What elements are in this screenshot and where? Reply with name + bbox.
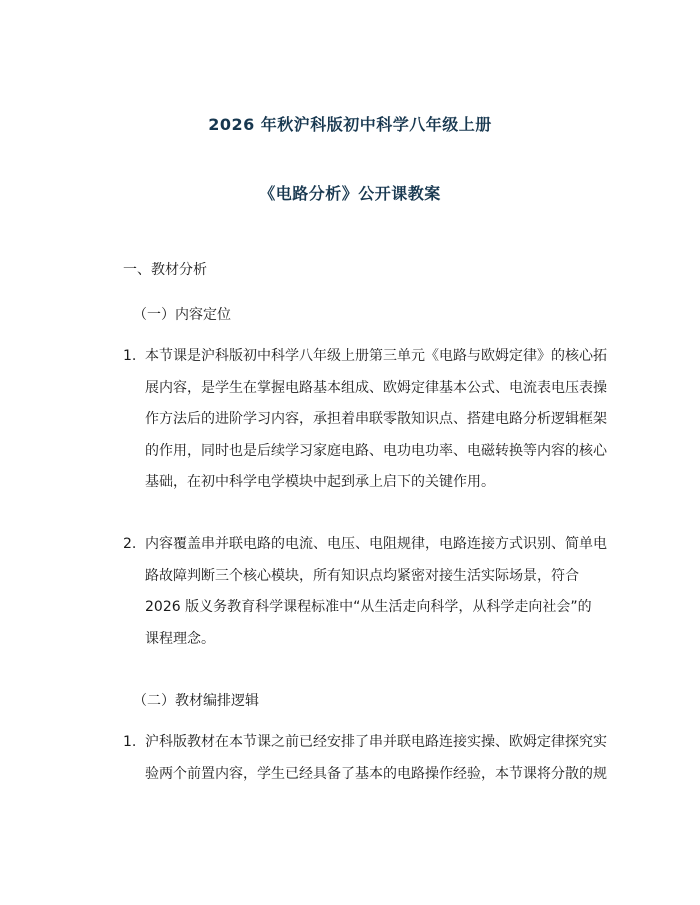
list-item-number: 2. xyxy=(123,536,137,552)
paragraph-line: 本节课是沪科版初中科学八年级上册第三单元《电路与欧姆定律》的核心拓 xyxy=(145,348,607,364)
paragraph-line: 路故障判断三个核心模块，所有知识点均紧密对接生活实际场景，符合 xyxy=(145,567,579,584)
section-heading-textbook-analysis: 一、教材分析 xyxy=(123,262,207,278)
subsection-heading-textbook-arrangement: （二）教材编排逻辑 xyxy=(133,693,259,709)
list-item-number: 1. xyxy=(123,348,137,364)
paragraph-line: 课程理念。 xyxy=(145,630,215,647)
document-title-line1: 2026 年秋沪科版初中科学八年级上册 xyxy=(208,115,492,134)
paragraph-line: 沪科版教材在本节课之前已经安排了串并联电路连接实操、欧姆定律探究实 xyxy=(145,734,607,750)
paragraph-line: 内容覆盖串并联电路的电流、电压、电阻规律，电路连接方式识别、简单电 xyxy=(145,536,607,552)
list-item xyxy=(123,341,607,499)
paragraph-line: 作方法后的进阶学习内容，承担着串联零散知识点、搭建电路分析逻辑框架 xyxy=(145,411,607,427)
list-item-text xyxy=(145,529,607,655)
list-item-text xyxy=(145,727,607,790)
subsection-heading-content-positioning: （一）内容定位 xyxy=(133,307,231,323)
list-item xyxy=(123,727,607,790)
list-item-text xyxy=(145,341,607,499)
paragraph-line: 的作用，同时也是后续学习家庭电路、电功电功率、电磁转换等内容的核心 xyxy=(145,442,607,459)
paragraph-line: 展内容，是学生在掌握电路基本组成、欧姆定律基本公式、电流表电压表操 xyxy=(145,379,607,396)
paragraph-line: 基础，在初中科学电学模块中起到承上启下的关键作用。 xyxy=(145,474,495,490)
paragraph-line: 验两个前置内容，学生已经具备了基本的电路操作经验，本节课将分散的规 xyxy=(145,765,607,782)
document-title-line2: 《电路分析》公开课教案 xyxy=(259,184,441,203)
list-item-number: 1. xyxy=(123,734,137,750)
paragraph-line: 2026 版义务教育科学课程标准中“从生活走向科学，从科学走向社会”的 xyxy=(145,599,592,615)
list-item xyxy=(123,529,607,655)
